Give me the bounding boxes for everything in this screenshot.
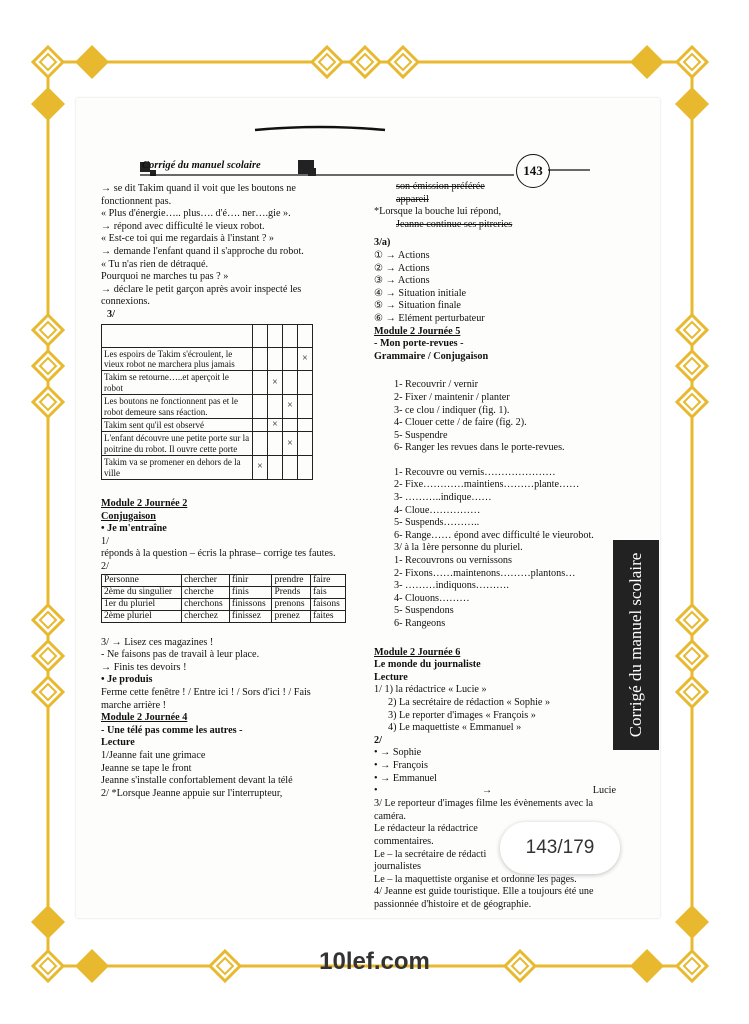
text-line: « Est-ce toi qui me regardais à l'instant ? »	[101, 233, 274, 245]
events-table	[101, 324, 313, 480]
table-cell: fais	[310, 586, 345, 598]
mark-cell	[283, 371, 298, 395]
list-item: 6- Ranger les revues dans le porte-revues.	[394, 442, 565, 454]
list-item: 6- Range…… épond avec difficulté le vieurobot.	[394, 529, 594, 541]
table-row	[102, 324, 313, 347]
mark-cell	[283, 456, 298, 480]
event-cell: L'enfant découvre une petite porte sur la poitrine du robot. Il ouvre cette porte	[102, 432, 253, 456]
table-row	[102, 610, 346, 622]
text-line: → répond avec difficulté le vieux robot.	[101, 220, 265, 232]
text-line: → Finis tes devoirs !	[101, 661, 187, 673]
table-cell: cherchons	[182, 598, 230, 610]
mark-cell	[283, 432, 298, 456]
page-indicator[interactable]: 143/179	[500, 822, 620, 874]
subsection-title: Grammaire / Conjugaison	[374, 350, 489, 362]
list-item: 1- Recouvre ou vernis…………………	[394, 466, 556, 478]
arrow: →	[482, 785, 493, 797]
mark-cell	[253, 418, 268, 431]
mark-cell	[298, 432, 313, 456]
text-line: 4/ Jeanne est guide touristique. Elle a toujours été une passionnée d'histoire et de géographie.	[374, 886, 594, 910]
text-line: 3/ → Lisez ces magazines !	[101, 636, 214, 648]
table-cell: faites	[310, 610, 345, 622]
text-line: Ferme cette fenêtre ! / Entre ici ! / Sors d'ici ! / Fais marche arrière !	[101, 686, 311, 711]
list-item: ⑤ → Situation finale	[374, 300, 461, 312]
section-title: Module 2 Journée 2	[101, 498, 188, 509]
question-label: 2/	[101, 560, 109, 572]
table-cell: prenez	[272, 610, 310, 622]
text-line: commentaires.	[374, 835, 434, 847]
struck-text: appareil	[396, 193, 429, 205]
event-cell: Les espoirs de Takim s'écroulent, le vieux robot ne marchera plus jamais	[102, 347, 253, 371]
imperative-list	[374, 379, 620, 455]
list-item: 2- Fixe…………maintiens………plante……	[394, 479, 580, 491]
list-item: 3- ………..indique……	[394, 492, 492, 504]
table-cell: 2ème du singulier	[102, 586, 182, 598]
mark-cell	[298, 395, 313, 419]
list-item: 4- Clouons………	[394, 592, 470, 604]
list-item: ④ → Situation initiale	[374, 287, 467, 299]
table-cell: cherche	[182, 586, 230, 598]
conjugation-table	[101, 574, 346, 623]
event-cell	[102, 324, 253, 347]
mark-cell	[298, 418, 313, 431]
mark-cell	[283, 324, 298, 347]
subsection-title: Lecture	[374, 671, 408, 683]
mark-cell	[268, 395, 283, 419]
table-cell: finis	[229, 586, 272, 598]
mark-cell	[268, 418, 283, 431]
question-label: 1/	[101, 535, 109, 547]
right-column	[374, 181, 620, 911]
event-cell: Takim se retourne…..et aperçoit le robot	[102, 371, 253, 395]
mark-cell	[283, 347, 298, 371]
mark-cell	[298, 371, 313, 395]
section-title: Module 2 Journée 5	[374, 325, 461, 337]
header-rule	[0, 0, 749, 200]
subsection-title: Le monde du journaliste	[374, 659, 481, 671]
mark-cell	[268, 347, 283, 371]
list-item: 1- Recouvrir / vernir	[394, 379, 479, 391]
list-item: 3- ………indiquons……….	[394, 580, 509, 592]
struck-text: son émission préférée	[396, 181, 485, 192]
cross-mark: ×	[287, 437, 293, 449]
side-banner	[613, 540, 659, 750]
plural-list	[374, 555, 620, 631]
exercise-heading: • Je produis	[101, 674, 153, 686]
list-item	[374, 785, 620, 798]
mark-cell	[268, 371, 283, 395]
text-line: *Lorsque la bouche lui répond,	[374, 206, 502, 218]
list-item: • → Emmanuel	[374, 772, 437, 784]
cross-mark: ×	[302, 352, 308, 364]
table-row	[102, 574, 346, 586]
text-line: réponds à la question – écris la phrase– corrige tes fautes.	[101, 548, 336, 560]
table-row	[102, 598, 346, 610]
exercise-heading: • Je m'entraîne	[101, 523, 167, 535]
subsection-title: Conjugaison	[101, 510, 156, 522]
left-column	[101, 183, 339, 800]
mark-cell	[268, 324, 283, 347]
question-label: 3/	[107, 308, 115, 320]
section-title: Module 2 Journée 6	[374, 646, 461, 658]
cross-mark: ×	[257, 461, 263, 473]
text-line: « Tu n'as rien de détraqué.	[101, 258, 209, 270]
mark-cell	[253, 371, 268, 395]
site-watermark: 10lef.com	[319, 948, 430, 975]
table-row	[102, 432, 313, 456]
table-cell: finissez	[229, 610, 272, 622]
column-header: prendre	[272, 574, 310, 586]
text-line: Le rédacteur la rédactrice	[374, 823, 478, 835]
header-title: Corrigé du manuel scolaire	[142, 160, 261, 171]
list-item: 2- Fixer / maintenir / planter	[394, 391, 510, 403]
list-item: 2) La secrétaire de rédaction « Sophie »	[388, 696, 551, 708]
table-cell: 1er du pluriel	[102, 598, 182, 610]
mark-cell	[298, 456, 313, 480]
table-cell: faisons	[310, 598, 345, 610]
text-line: Pourquoi ne marches tu pas ? »	[101, 271, 229, 283]
column-header: faire	[310, 574, 345, 586]
event-cell: Takim va se promener en dehors de la ville	[102, 456, 253, 480]
table-row	[102, 371, 313, 395]
list-item: 5- Suspends………..	[394, 517, 480, 529]
question-label: 2/	[374, 734, 382, 746]
dialogue-lines	[101, 183, 339, 309]
list-item: ② → Actions	[374, 262, 430, 274]
mark-cell	[268, 432, 283, 456]
bullet: •	[374, 785, 378, 797]
list-item: 3- ce clou / indiquer (fig. 1).	[394, 404, 510, 416]
text-line: 3/ à la 1ère personne du pluriel.	[394, 542, 523, 554]
table-cell: finissons	[229, 598, 272, 610]
table-cell: Prends	[272, 586, 310, 598]
text-line: journalistes	[374, 861, 421, 873]
table-row	[102, 418, 313, 431]
text-line: → déclare le petit garçon après avoir inspecté les connexions.	[101, 283, 302, 308]
list-item: • → François	[374, 759, 428, 771]
event-cell: Les boutons ne fonctionnent pas et le robot demeure sans réaction.	[102, 395, 253, 419]
list-item: 6- Rangeons	[394, 618, 446, 629]
list-item: 2- Fixons……maintenons………plantons…	[394, 567, 576, 579]
table-row	[102, 395, 313, 419]
mark-cell	[283, 418, 298, 431]
list-item: 4) Le maquettiste « Emmanuel »	[388, 722, 522, 734]
mark-cell	[298, 324, 313, 347]
list-item: ⑥ → Elément perturbateur	[374, 312, 485, 324]
list-item: 1/ 1) la rédactrice « Lucie »	[374, 684, 487, 696]
column-header: chercher	[182, 574, 230, 586]
table-cell: cherchez	[182, 610, 230, 622]
text-line: Le – la maquettiste organise et ordonne les pages.	[374, 873, 577, 885]
list-item: • → Sophie	[374, 747, 422, 759]
list-item: 5- Suspendons	[394, 605, 454, 617]
question-label: 3/a)	[374, 237, 391, 249]
mark-cell	[253, 395, 268, 419]
cross-mark: ×	[287, 400, 293, 412]
list-item: 1- Recouvrons ou vernissons	[394, 555, 512, 567]
subsection-title: Lecture	[101, 737, 135, 749]
text-line: → demande l'enfant quand il s'approche du robot.	[101, 245, 304, 257]
text-line: « Plus d'énergie….. plus…. d'é…. ner….gie ».	[101, 208, 291, 220]
text-line: Jeanne se tape le front	[101, 762, 192, 774]
mark-cell	[283, 395, 298, 419]
text-line: → se dit Takim quand il voit que les boutons ne fonctionnent pas.	[101, 183, 296, 207]
section-title: Module 2 Journée 4	[101, 712, 188, 724]
event-cell: Takim sent qu'il est observé	[102, 418, 253, 431]
subsection-title: - Mon porte-revues -	[374, 338, 464, 350]
table-cell: 2ème pluriel	[102, 610, 182, 622]
table-row	[102, 586, 346, 598]
subsection-title: - Une télé pas comme les autres -	[101, 724, 243, 736]
mark-cell	[253, 324, 268, 347]
cross-mark: ×	[272, 418, 278, 430]
list-item: ③ → Actions	[374, 275, 430, 287]
text-line: 3/ Le reporteur d'images filme les évènements avec la caméra.	[374, 798, 594, 822]
side-banner-text: Corrigé du manuel scolaire	[626, 552, 645, 738]
second-person-list	[374, 467, 620, 543]
list-item: ① → Actions	[374, 249, 430, 261]
text-line: - Ne faisons pas de travail à leur place.	[101, 649, 260, 661]
cross-mark: ×	[272, 376, 278, 388]
list-item: 3) Le reporter d'images « François »	[388, 709, 536, 721]
list-item: 4- Clouer cette / de faire (fig. 2).	[394, 417, 527, 429]
list-item: 4- Cloue……………	[394, 504, 481, 516]
mark-cell	[253, 456, 268, 480]
column-header: Personne	[102, 574, 182, 586]
lucie-name: Lucie	[592, 785, 616, 797]
page-number-circle: 143	[516, 154, 550, 188]
table-row	[102, 347, 313, 371]
text-line: 1/Jeanne fait une grimace	[101, 749, 206, 761]
table-cell: prenons	[272, 598, 310, 610]
text-line: Jeanne s'installe confortablement devant la télé	[101, 775, 293, 787]
list-item: 5- Suspendre	[394, 429, 448, 441]
text-line: Le – la secrétaire de rédacti	[374, 848, 487, 860]
mark-cell	[298, 347, 313, 371]
struck-text: Jeanne continue ses pitreries	[396, 218, 513, 230]
text-line: 2/ *Lorsque Jeanne appuie sur l'interrupteur,	[101, 787, 283, 799]
mark-cell	[268, 456, 283, 480]
column-header: finir	[229, 574, 272, 586]
table-row	[102, 456, 313, 480]
mark-cell	[253, 347, 268, 371]
mark-cell	[253, 432, 268, 456]
